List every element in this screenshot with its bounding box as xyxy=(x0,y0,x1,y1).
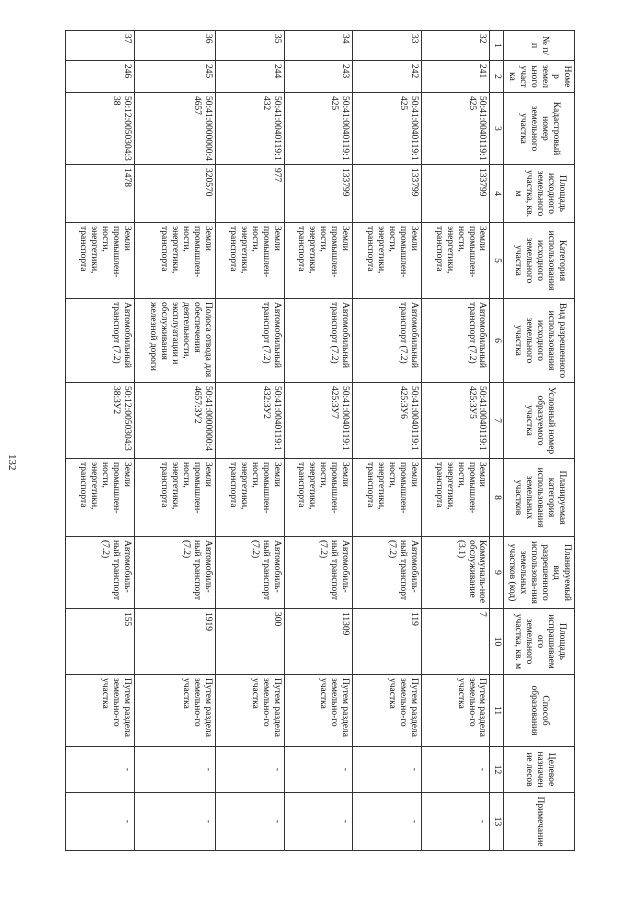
table-cell: 133799 xyxy=(284,165,353,223)
table-cell: Земли промышлен-ности, энергетики, транспорта xyxy=(134,459,215,537)
table-cell: Автомобильный транспорт (7.2) xyxy=(421,299,490,383)
header-cell: Кадастровый номер земельного участка xyxy=(504,93,575,165)
header-cell: Условный номер образуемого участка xyxy=(504,383,575,459)
table-cell: 1478 xyxy=(66,165,135,223)
table-cell: Автомобиль-ный транспорт (7.2) xyxy=(215,537,284,609)
table-cell: Земли промышлен-ности, энергетики, транспорта xyxy=(421,459,490,537)
table-row xyxy=(134,31,215,851)
table-cell: 50:12:0050304:338 xyxy=(66,93,135,165)
table-cell: Путем раздела земельно-го участка xyxy=(215,675,284,747)
table-cell: Земли промышлен-ности, энергетики, транспорта xyxy=(66,223,135,299)
table-cell: 245 xyxy=(134,61,215,93)
table-cell: - xyxy=(284,747,353,793)
table-cell: 133799 xyxy=(353,165,422,223)
header-cell: Целевое назначение лесов xyxy=(504,747,575,793)
table-cell: - xyxy=(421,793,490,851)
table-cell: Земли промышлен-ности, энергетики, транспорта xyxy=(421,223,490,299)
header-cell: Планируемая категория использования земельных участков xyxy=(504,459,575,537)
header-cell: Вид разрешенного использования исходного земельного участка xyxy=(504,299,575,383)
table-cell: 133799 xyxy=(421,165,490,223)
table-cell: Путем раздела земельно-го участка xyxy=(421,675,490,747)
header-cell: Категория использования исходного земельного участка xyxy=(504,223,575,299)
table-cell: Автомобильный транспорт (7.2) xyxy=(284,299,353,383)
column-number: 2 xyxy=(490,61,504,93)
table-cell: Автомобильный транспорт (7.2) xyxy=(353,299,422,383)
column-number: 6 xyxy=(490,299,504,383)
table-cell: Земли промышлен-ности, энергетики, транспорта xyxy=(353,459,422,537)
header-cell: Планируемый вид разрешенного использова-ния земельных участков (код) xyxy=(504,537,575,609)
column-number: 11 xyxy=(490,675,504,747)
table-cell: Путем раздела земельно-го участка xyxy=(66,675,135,747)
table-cell: 242 xyxy=(353,61,422,93)
table-cell: Автомобиль-ный транспорт (7.2) xyxy=(353,537,422,609)
page-number: 132 xyxy=(6,454,18,471)
table-cell: Коммуналь-ное обслуживание (3.1) xyxy=(421,537,490,609)
table-cell: Земли промышлен-ности, энергетики, транспорта xyxy=(134,223,215,299)
table-cell: 50:41:0040119:1425 xyxy=(353,93,422,165)
table-cell: - xyxy=(353,747,422,793)
header-row xyxy=(504,31,575,851)
table-cell: 32 xyxy=(421,31,490,61)
table-cell: 50:41:0040119:1425:ЗУ6 xyxy=(353,383,422,459)
table-cell: 50:41:0040119:1432 xyxy=(215,93,284,165)
table-row xyxy=(284,31,353,851)
table-cell: Земли промышлен-ности, энергетики, транспорта xyxy=(284,459,353,537)
table-row xyxy=(66,31,135,851)
table-cell: 50:41:0000000:44657 xyxy=(134,93,215,165)
table-cell: 50:41:0040119:1425 xyxy=(421,93,490,165)
table-cell: 241 xyxy=(421,61,490,93)
column-number: 13 xyxy=(490,793,504,851)
column-number: 10 xyxy=(490,609,504,675)
table-cell: Земли промышлен-ности, энергетики, транспорта xyxy=(353,223,422,299)
table-cell: - xyxy=(215,793,284,851)
column-number: 12 xyxy=(490,747,504,793)
table-cell: 7 xyxy=(421,609,490,675)
table-cell: Автомобиль-ный транспорт (7.2) xyxy=(66,537,135,609)
table-cell: 50:41:0000000:44657:ЗУ2 xyxy=(134,383,215,459)
table-cell: Автомобиль-ный транспорт (7.2) xyxy=(284,537,353,609)
table-cell: 155 xyxy=(66,609,135,675)
table-cell: 244 xyxy=(215,61,284,93)
table-cell: 119 xyxy=(353,609,422,675)
table-cell: 50:12:0050304:338:ЗУ2 xyxy=(66,383,135,459)
table-cell: 243 xyxy=(284,61,353,93)
table-cell: 50:41:0040119:1425 xyxy=(284,93,353,165)
table-cell: Путем раздела земельно-го участка xyxy=(134,675,215,747)
rotated-page xyxy=(65,30,575,850)
table-cell: - xyxy=(284,793,353,851)
table-cell: 36 xyxy=(134,31,215,61)
table-cell: - xyxy=(66,793,135,851)
table-row xyxy=(421,31,490,851)
table-cell: 320570 xyxy=(134,165,215,223)
table-cell: 1919 xyxy=(134,609,215,675)
table-cell: Путем раздела земельно-го участка xyxy=(284,675,353,747)
table-cell: 300 xyxy=(215,609,284,675)
header-cell: Номер земельного участка xyxy=(504,61,575,93)
table-cell: 977 xyxy=(215,165,284,223)
table-cell: - xyxy=(215,747,284,793)
table-cell: Полоса отвода для обеспечения деятельности, эксплуатации и обслуживания железной дороги xyxy=(134,299,215,383)
table-cell: 34 xyxy=(284,31,353,61)
table-cell: Автомобиль-ный транспорт (7.2) xyxy=(134,537,215,609)
table-cell: 11309 xyxy=(284,609,353,675)
header-cell: Площадь испрашиваемого земельного участка, кв. м xyxy=(504,609,575,675)
table-cell: Путем раздела земельно-го участка xyxy=(353,675,422,747)
table-cell: 50:41:0040119:1425:ЗУ5 xyxy=(421,383,490,459)
header-cell: Примечание xyxy=(504,793,575,851)
table-cell: Земли промышлен-ности, энергетики, транспорта xyxy=(215,223,284,299)
table-cell: Автомобильный транспорт (7.2) xyxy=(215,299,284,383)
column-number: 9 xyxy=(490,537,504,609)
table-cell: Земли промышлен-ности, энергетики, транспорта xyxy=(215,459,284,537)
table-cell: Земли промышлен-ности, энергетики, транспорта xyxy=(284,223,353,299)
header-cell: Способ образования xyxy=(504,675,575,747)
table-cell: 50:41:0040119:1432:ЗУ2 xyxy=(215,383,284,459)
column-number: 7 xyxy=(490,383,504,459)
table-cell: - xyxy=(66,747,135,793)
table-cell: - xyxy=(353,793,422,851)
table-cell: 50:41:0040119:1425:ЗУ7 xyxy=(284,383,353,459)
header-cell: Площадь исходного земельного участка, кв. м xyxy=(504,165,575,223)
table-cell: 37 xyxy=(66,31,135,61)
table-cell: - xyxy=(421,747,490,793)
column-number: 5 xyxy=(490,223,504,299)
column-number: 8 xyxy=(490,459,504,537)
column-number: 4 xyxy=(490,165,504,223)
table-cell: 246 xyxy=(66,61,135,93)
column-number-row xyxy=(490,31,504,851)
table-cell: - xyxy=(134,747,215,793)
land-plot-table xyxy=(65,30,575,851)
table-cell: Земли промышлен-ности, энергетики, транспорта xyxy=(66,459,135,537)
column-number: 1 xyxy=(490,31,504,61)
table-cell: Автомобильный транспорт (7.2) xyxy=(66,299,135,383)
table-cell: 33 xyxy=(353,31,422,61)
table-row xyxy=(215,31,284,851)
table-cell: 35 xyxy=(215,31,284,61)
column-number: 3 xyxy=(490,93,504,165)
header-cell: № п/п xyxy=(504,31,575,61)
table-row xyxy=(353,31,422,851)
table-cell: - xyxy=(134,793,215,851)
